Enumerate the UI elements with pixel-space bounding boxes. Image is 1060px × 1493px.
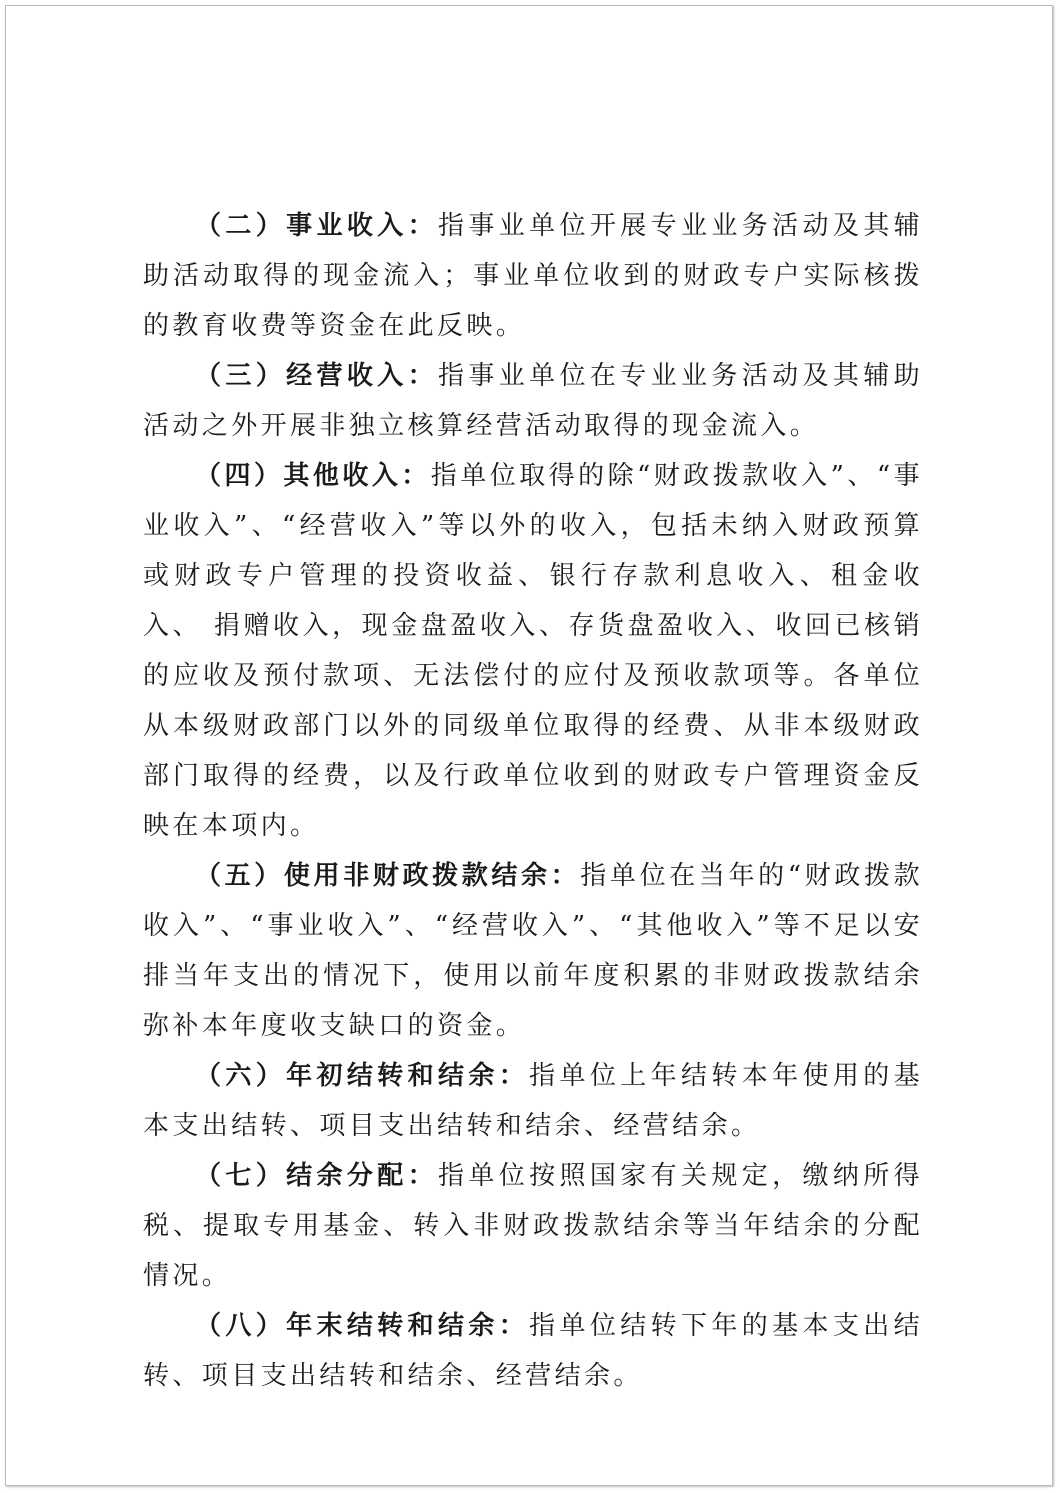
paragraph-opening-carryover <box>143 1051 923 1151</box>
paragraph-text: 指事业单位开展专业业务活动及其辅助活动取得的现金流入；事业单位收到的财政专户实际核拨的教育收费等资金在此反映。 <box>143 211 924 341</box>
paragraph-text: 指单位取得的除“财政拨款收入”、“事业收入”、“经营收入”等以外的收入，包括未纳入财政预算或财政专户管理的投资收益、银行存款利息收入、租金收入、 捐赠收入，现金盘盈收入、存货盘盈收入、收回已核销的应收及预付款项、无法偿付的应付及预收款项等。各单位从本级财政部门以外的同级单位取得的经费、从非本级财政部门取得的经费，以及行政单位收到的财政专户管理资金反映在本项内。 <box>143 461 924 841</box>
paragraph-text: 指单位结转下年的基本支出结转、项目支出结转和结余、经营结余。 <box>143 1311 923 1391</box>
paragraph-other-income <box>143 451 923 851</box>
paragraph-closing-carryover <box>143 1301 923 1401</box>
paragraph-text: 指单位上年结转本年使用的基本支出结转、项目支出结转和结余、经营结余。 <box>143 1061 923 1141</box>
paragraph-heading: （七）结余分配： <box>195 1161 438 1191</box>
document-page <box>5 5 1053 1486</box>
paragraph-heading: （三）经营收入： <box>195 361 438 391</box>
paragraph-business-income <box>143 201 923 351</box>
paragraph-heading: （五）使用非财政拨款结余： <box>195 861 581 891</box>
paragraph-heading: （四）其他收入： <box>195 461 431 491</box>
paragraph-text: 指单位按照国家有关规定，缴纳所得税、提取专用基金、转入非财政拨款结余等当年结余的分配情况。 <box>143 1161 924 1291</box>
paragraph-surplus-distribution <box>143 1151 923 1301</box>
paragraph-heading: （六）年初结转和结余： <box>195 1061 530 1091</box>
paragraph-text: 指事业单位在专业业务活动及其辅助活动之外开展非独立核算经营活动取得的现金流入。 <box>143 361 924 441</box>
paragraph-heading: （二）事业收入： <box>195 211 438 241</box>
document-body <box>143 201 923 1401</box>
paragraph-operating-income <box>143 351 923 451</box>
paragraph-text: 指单位在当年的“财政拨款收入”、“事业收入”、“经营收入”、“其他收入”等不足以安排当年支出的情况下，使用以前年度积累的非财政拨款结余弥补本年度收支缺口的资金。 <box>143 861 924 1041</box>
paragraph-non-fiscal-surplus-usage <box>143 851 923 1051</box>
paragraph-heading: （八）年末结转和结余： <box>195 1311 530 1341</box>
